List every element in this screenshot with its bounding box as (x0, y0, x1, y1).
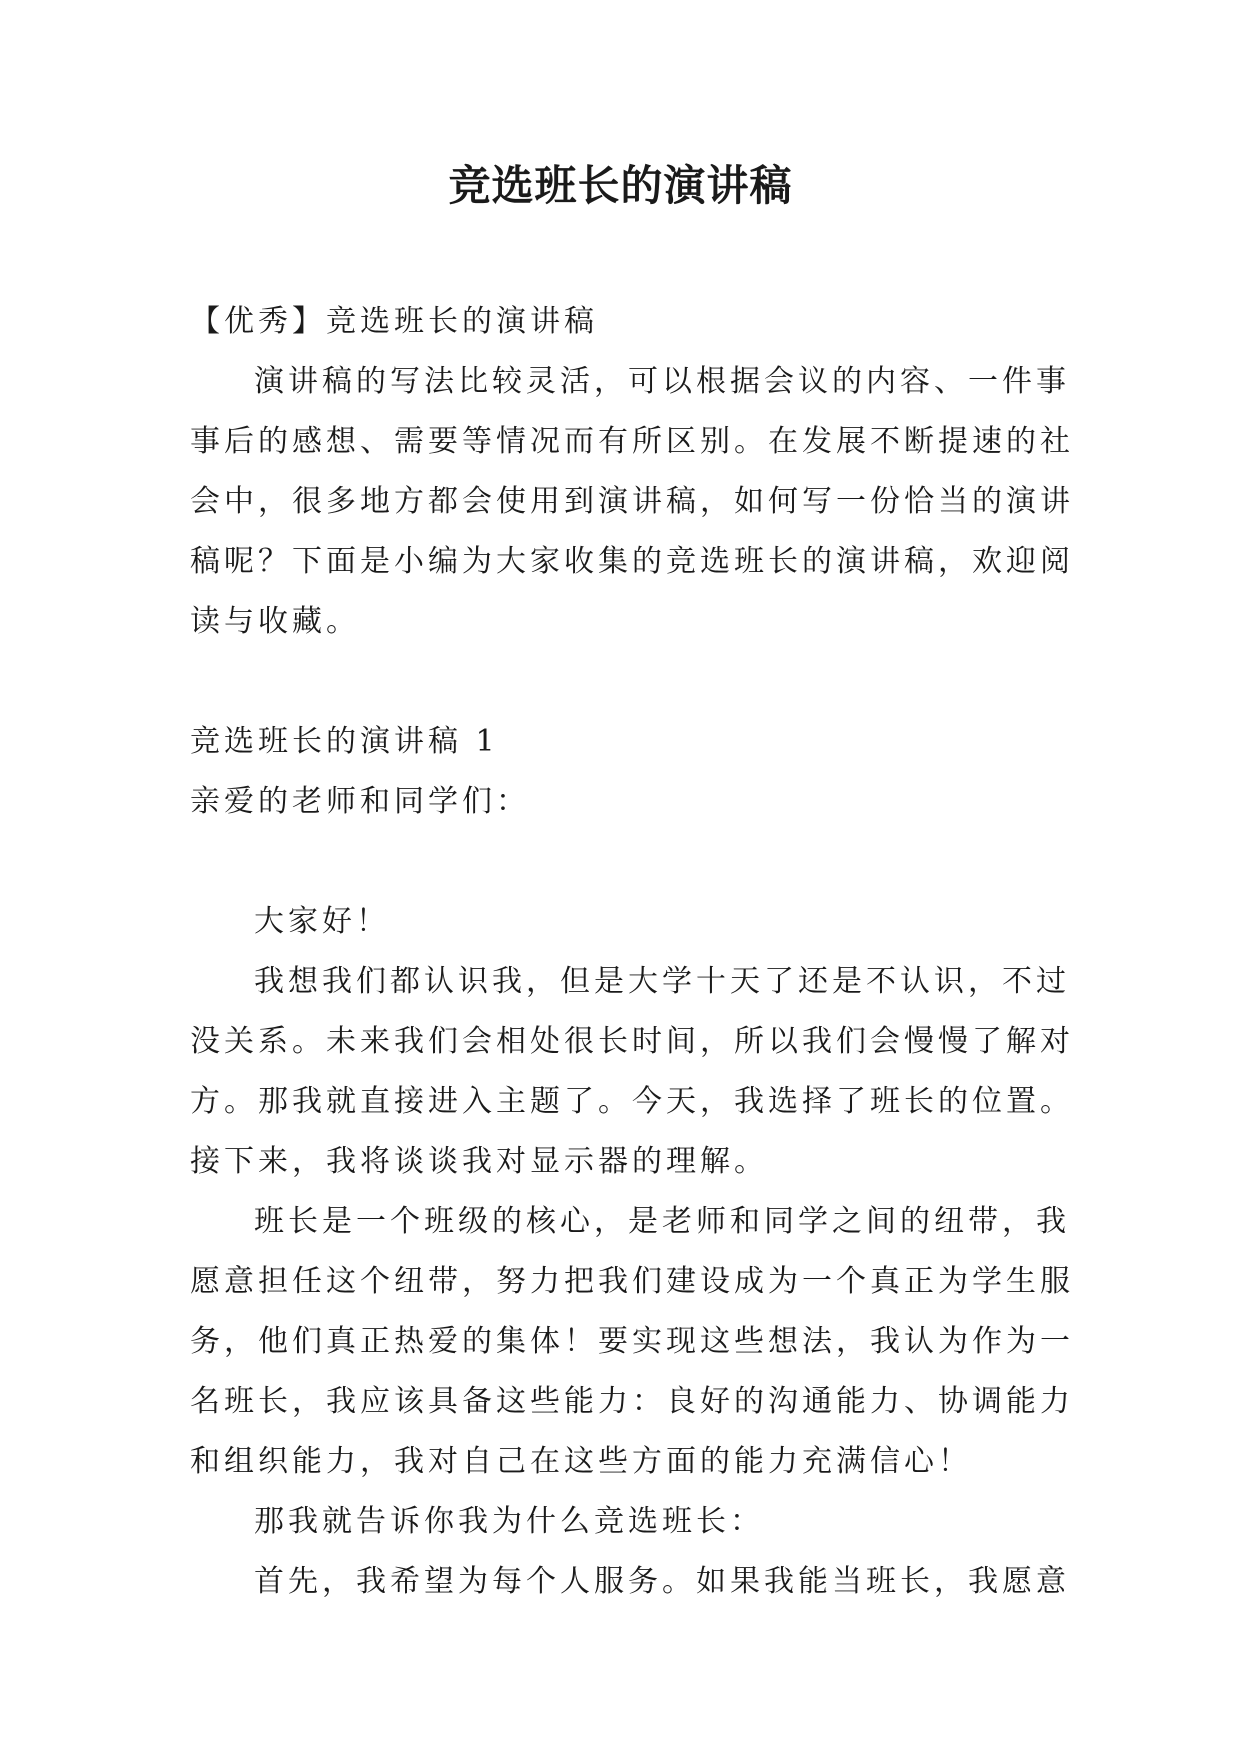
paragraph-line: 班长是一个班级的核心，是老师和同学之间的纽带，我 (254, 1204, 1070, 1239)
intro-paragraph (190, 352, 1074, 652)
document-title: 竞选班长的演讲稿 (448, 161, 793, 210)
paragraph-line: 没关系。未来我们会相处很长时间，所以我们会慢慢了解对 (190, 1024, 1074, 1059)
paragraph-3: 那我就告诉你我为什么竞选班长： (254, 1504, 764, 1539)
paragraph-line: 名班长，我应该具备这些能力：良好的沟通能力、协调能力 (190, 1384, 1074, 1419)
paragraph-line: 接下来，我将谈谈我对显示器的理解。 (190, 1144, 768, 1179)
intro-line: 读与收藏。 (190, 604, 360, 639)
paragraph-line: 愿意担任这个纽带，努力把我们建设成为一个真正为学生服 (190, 1264, 1074, 1299)
intro-line: 演讲稿的写法比较灵活，可以根据会议的内容、一件事 (254, 364, 1070, 399)
section-heading: 竞选班长的演讲稿 1 (190, 724, 499, 759)
intro-line: 事后的感想、需要等情况而有所区别。在发展不断提速的社 (190, 424, 1074, 459)
paragraph-line: 方。那我就直接进入主题了。今天，我选择了班长的位置。 (190, 1084, 1074, 1119)
paragraph-line: 和组织能力，我对自己在这些方面的能力充满信心！ (190, 1444, 972, 1479)
paragraph-line: 务，他们真正热爱的集体！要实现这些想法，我认为作为一 (190, 1324, 1074, 1359)
paragraph-2 (190, 1192, 1074, 1492)
spacer (190, 832, 1060, 892)
intro-line: 稿呢？下面是小编为大家收集的竞选班长的演讲稿，欢迎阅 (190, 544, 1074, 579)
document-body (190, 292, 1074, 1612)
intro-line: 会中，很多地方都会使用到演讲稿，如何写一份恰当的演讲 (190, 484, 1074, 519)
paragraph-1 (190, 952, 1074, 1192)
greeting: 大家好！ (254, 904, 390, 939)
paragraph-4: 首先，我希望为每个人服务。如果我能当班长，我愿意 (254, 1564, 1070, 1599)
document-subtitle: 【优秀】竞选班长的演讲稿 (190, 304, 598, 339)
salutation: 亲爱的老师和同学们： (190, 784, 530, 819)
paragraph-line: 我想我们都认识我，但是大学十天了还是不认识，不过 (254, 964, 1070, 999)
spacer (190, 652, 1060, 712)
